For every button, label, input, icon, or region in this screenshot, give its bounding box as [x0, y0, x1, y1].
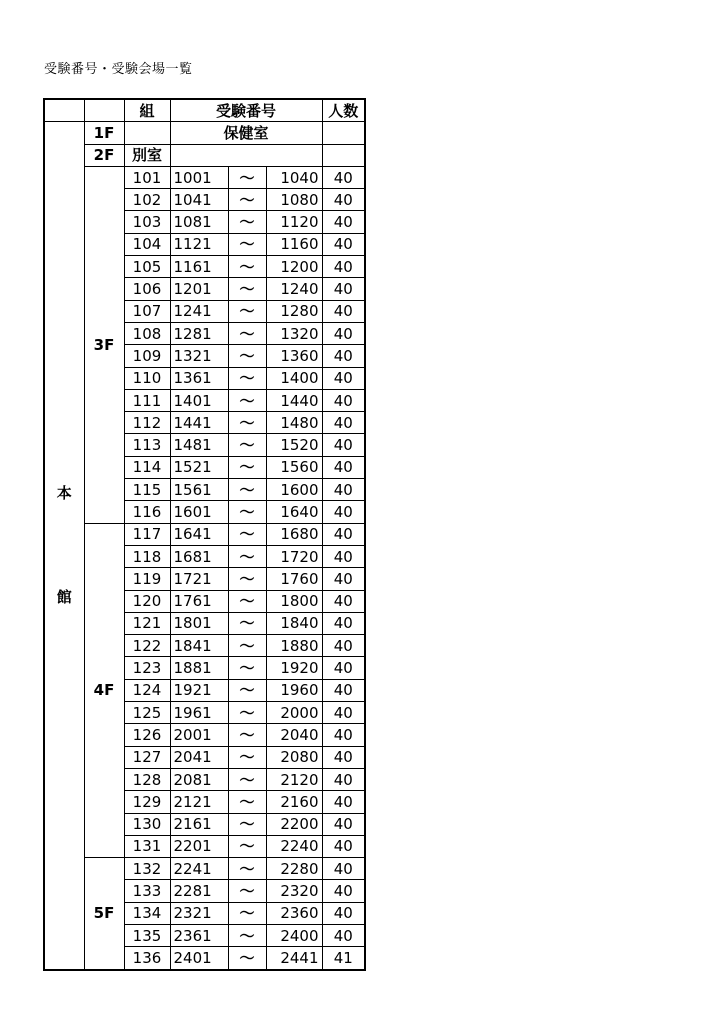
- header-blank-floor: [84, 99, 124, 122]
- exam-number-end: 1120: [266, 211, 322, 233]
- range-tilde: ～: [228, 724, 266, 746]
- table-body: [44, 99, 365, 970]
- room-number: 118: [124, 545, 170, 567]
- room-number: 106: [124, 278, 170, 300]
- student-count: 40: [322, 902, 365, 924]
- exam-number-start: 1001: [170, 166, 228, 188]
- exam-number-end: 1520: [266, 434, 322, 456]
- exam-number-end: 1960: [266, 679, 322, 701]
- room-number: 129: [124, 791, 170, 813]
- building-char-2: 館: [56, 588, 72, 607]
- exam-number-start: 1321: [170, 345, 228, 367]
- room-number: 102: [124, 189, 170, 211]
- range-tilde: ～: [228, 635, 266, 657]
- exam-number-end: 2441: [266, 947, 322, 970]
- exam-number-start: 2401: [170, 947, 228, 970]
- student-count: 40: [322, 813, 365, 835]
- exam-number-end: 1640: [266, 501, 322, 523]
- range-tilde: ～: [228, 434, 266, 456]
- range-tilde: ～: [228, 523, 266, 545]
- range-tilde: ～: [228, 545, 266, 567]
- room-number: 112: [124, 412, 170, 434]
- room-number: 115: [124, 479, 170, 501]
- room-number: 103: [124, 211, 170, 233]
- exam-number-end: 1840: [266, 612, 322, 634]
- room-number: 114: [124, 456, 170, 478]
- room-number: 122: [124, 635, 170, 657]
- exam-number-start: 1481: [170, 434, 228, 456]
- table-row: [44, 523, 365, 545]
- document-title: 受験番号・受験会場一覧: [44, 62, 193, 77]
- room-number: 108: [124, 322, 170, 344]
- range-tilde: ～: [228, 768, 266, 790]
- exam-number-start: 1681: [170, 545, 228, 567]
- exam-number-start: 1281: [170, 322, 228, 344]
- exam-number-end: 1600: [266, 479, 322, 501]
- range-tilde: ～: [228, 189, 266, 211]
- exam-number-end: 2360: [266, 902, 322, 924]
- exam-number-end: 2400: [266, 924, 322, 946]
- exam-number-start: 1841: [170, 635, 228, 657]
- class-cell-1f: [124, 122, 170, 144]
- health-room-label: 保健室: [170, 122, 322, 144]
- exam-number-end: 1080: [266, 189, 322, 211]
- floor-label-5f: 5F: [84, 858, 124, 970]
- range-tilde: ～: [228, 746, 266, 768]
- exam-number-start: 1641: [170, 523, 228, 545]
- exam-number-start: 2001: [170, 724, 228, 746]
- student-count: 40: [322, 702, 365, 724]
- exam-number-start: 1401: [170, 389, 228, 411]
- exam-number-end: 1440: [266, 389, 322, 411]
- count-cell-2f: [322, 144, 365, 166]
- exam-number-start: 1161: [170, 256, 228, 278]
- table-row-1f: [44, 122, 365, 144]
- table-row: [44, 166, 365, 188]
- student-count: 40: [322, 835, 365, 857]
- exam-number-end: 1680: [266, 523, 322, 545]
- exam-number-end: 2080: [266, 746, 322, 768]
- floor-label-1f: 1F: [84, 122, 124, 144]
- table-row-2f: [44, 144, 365, 166]
- student-count: 40: [322, 479, 365, 501]
- student-count: 40: [322, 858, 365, 880]
- count-cell-1f: [322, 122, 365, 144]
- exam-number-start: 1121: [170, 233, 228, 255]
- range-tilde: ～: [228, 456, 266, 478]
- exam-number-end: 1480: [266, 412, 322, 434]
- range-tilde: ～: [228, 568, 266, 590]
- exam-number-start: 1361: [170, 367, 228, 389]
- room-number: 116: [124, 501, 170, 523]
- room-number: 109: [124, 345, 170, 367]
- room-number: 124: [124, 679, 170, 701]
- student-count: 40: [322, 412, 365, 434]
- room-number: 105: [124, 256, 170, 278]
- room-number: 107: [124, 300, 170, 322]
- room-number: 131: [124, 835, 170, 857]
- room-number: 120: [124, 590, 170, 612]
- student-count: 40: [322, 166, 365, 188]
- range-tilde: ～: [228, 657, 266, 679]
- header-exam-number: 受験番号: [170, 99, 322, 122]
- exam-number-end: 2120: [266, 768, 322, 790]
- range-tilde: ～: [228, 924, 266, 946]
- exam-number-start: 2361: [170, 924, 228, 946]
- student-count: 40: [322, 256, 365, 278]
- exam-number-end: 1720: [266, 545, 322, 567]
- floor-label-2f: 2F: [84, 144, 124, 166]
- exam-number-end: 1920: [266, 657, 322, 679]
- range-tilde: ～: [228, 166, 266, 188]
- student-count: 40: [322, 568, 365, 590]
- room-number: 125: [124, 702, 170, 724]
- student-count: 40: [322, 924, 365, 946]
- room-number: 136: [124, 947, 170, 970]
- student-count: 40: [322, 389, 365, 411]
- building-char-1: 本: [56, 484, 72, 503]
- range-tilde: ～: [228, 256, 266, 278]
- room-number: 126: [124, 724, 170, 746]
- range-tilde: ～: [228, 412, 266, 434]
- exam-number-start: 2241: [170, 858, 228, 880]
- range-tilde: ～: [228, 300, 266, 322]
- room-number: 111: [124, 389, 170, 411]
- student-count: 40: [322, 501, 365, 523]
- range-tilde: ～: [228, 389, 266, 411]
- exam-number-start: 2321: [170, 902, 228, 924]
- range-tilde: ～: [228, 479, 266, 501]
- student-count: 40: [322, 768, 365, 790]
- student-count: 40: [322, 367, 365, 389]
- exam-number-start: 1721: [170, 568, 228, 590]
- exam-number-start: 1041: [170, 189, 228, 211]
- floor-label-4f: 4F: [84, 523, 124, 857]
- exam-number-end: 1160: [266, 233, 322, 255]
- exam-number-start: 1801: [170, 612, 228, 634]
- student-count: 41: [322, 947, 365, 970]
- exam-number-end: 1360: [266, 345, 322, 367]
- exam-number-end: 2320: [266, 880, 322, 902]
- range-tilde: ～: [228, 880, 266, 902]
- exam-number-cell-2f: [170, 144, 322, 166]
- exam-number-end: 1200: [266, 256, 322, 278]
- student-count: 40: [322, 590, 365, 612]
- room-number: 134: [124, 902, 170, 924]
- room-number: 113: [124, 434, 170, 456]
- student-count: 40: [322, 612, 365, 634]
- room-number: 128: [124, 768, 170, 790]
- separate-room-label: 別室: [124, 144, 170, 166]
- room-number: 127: [124, 746, 170, 768]
- range-tilde: ～: [228, 858, 266, 880]
- student-count: 40: [322, 635, 365, 657]
- exam-number-end: 1560: [266, 456, 322, 478]
- student-count: 40: [322, 278, 365, 300]
- range-tilde: ～: [228, 947, 266, 970]
- exam-number-end: 1240: [266, 278, 322, 300]
- exam-number-start: 2201: [170, 835, 228, 857]
- exam-number-start: 2281: [170, 880, 228, 902]
- student-count: 40: [322, 300, 365, 322]
- range-tilde: ～: [228, 835, 266, 857]
- room-number: 117: [124, 523, 170, 545]
- exam-number-end: 1880: [266, 635, 322, 657]
- room-number: 101: [124, 166, 170, 188]
- room-number: 135: [124, 924, 170, 946]
- exam-number-end: 2240: [266, 835, 322, 857]
- student-count: 40: [322, 746, 365, 768]
- room-number: 133: [124, 880, 170, 902]
- range-tilde: ～: [228, 813, 266, 835]
- range-tilde: ～: [228, 679, 266, 701]
- range-tilde: ～: [228, 233, 266, 255]
- student-count: 40: [322, 657, 365, 679]
- exam-number-start: 1201: [170, 278, 228, 300]
- exam-number-start: 1881: [170, 657, 228, 679]
- student-count: 40: [322, 345, 365, 367]
- range-tilde: ～: [228, 902, 266, 924]
- exam-number-start: 1561: [170, 479, 228, 501]
- building-name-cell: [44, 122, 84, 970]
- range-tilde: ～: [228, 345, 266, 367]
- exam-number-end: 1320: [266, 322, 322, 344]
- room-number: 121: [124, 612, 170, 634]
- exam-number-end: 1040: [266, 166, 322, 188]
- student-count: 40: [322, 724, 365, 746]
- exam-number-start: 1441: [170, 412, 228, 434]
- student-count: 40: [322, 189, 365, 211]
- range-tilde: ～: [228, 278, 266, 300]
- student-count: 40: [322, 791, 365, 813]
- room-number: 130: [124, 813, 170, 835]
- exam-number-start: 2081: [170, 768, 228, 790]
- exam-number-start: 1521: [170, 456, 228, 478]
- range-tilde: ～: [228, 211, 266, 233]
- range-tilde: ～: [228, 590, 266, 612]
- exam-number-end: 2200: [266, 813, 322, 835]
- student-count: 40: [322, 545, 365, 567]
- student-count: 40: [322, 322, 365, 344]
- student-count: 40: [322, 679, 365, 701]
- exam-number-end: 2280: [266, 858, 322, 880]
- header-row: [44, 99, 365, 122]
- student-count: 40: [322, 233, 365, 255]
- exam-venue-table: [43, 98, 366, 971]
- room-number: 110: [124, 367, 170, 389]
- exam-number-start: 1961: [170, 702, 228, 724]
- exam-number-end: 1400: [266, 367, 322, 389]
- exam-number-end: 1800: [266, 590, 322, 612]
- student-count: 40: [322, 211, 365, 233]
- header-blank-building: [44, 99, 84, 122]
- exam-number-end: 2000: [266, 702, 322, 724]
- student-count: 40: [322, 434, 365, 456]
- student-count: 40: [322, 523, 365, 545]
- exam-number-end: 1280: [266, 300, 322, 322]
- floor-label-3f: 3F: [84, 166, 124, 523]
- student-count: 40: [322, 456, 365, 478]
- header-class: 組: [124, 99, 170, 122]
- range-tilde: ～: [228, 501, 266, 523]
- range-tilde: ～: [228, 702, 266, 724]
- range-tilde: ～: [228, 791, 266, 813]
- room-number: 132: [124, 858, 170, 880]
- room-number: 119: [124, 568, 170, 590]
- range-tilde: ～: [228, 612, 266, 634]
- exam-number-start: 1241: [170, 300, 228, 322]
- range-tilde: ～: [228, 367, 266, 389]
- table-row: [44, 858, 365, 880]
- student-count: 40: [322, 880, 365, 902]
- exam-number-start: 2041: [170, 746, 228, 768]
- exam-number-start: 1081: [170, 211, 228, 233]
- range-tilde: ～: [228, 322, 266, 344]
- exam-number-start: 2161: [170, 813, 228, 835]
- room-number: 104: [124, 233, 170, 255]
- exam-number-start: 2121: [170, 791, 228, 813]
- exam-number-start: 1601: [170, 501, 228, 523]
- exam-number-end: 2040: [266, 724, 322, 746]
- exam-number-start: 1761: [170, 590, 228, 612]
- room-number: 123: [124, 657, 170, 679]
- header-count: 人数: [322, 99, 365, 122]
- exam-number-end: 1760: [266, 568, 322, 590]
- exam-number-end: 2160: [266, 791, 322, 813]
- exam-number-start: 1921: [170, 679, 228, 701]
